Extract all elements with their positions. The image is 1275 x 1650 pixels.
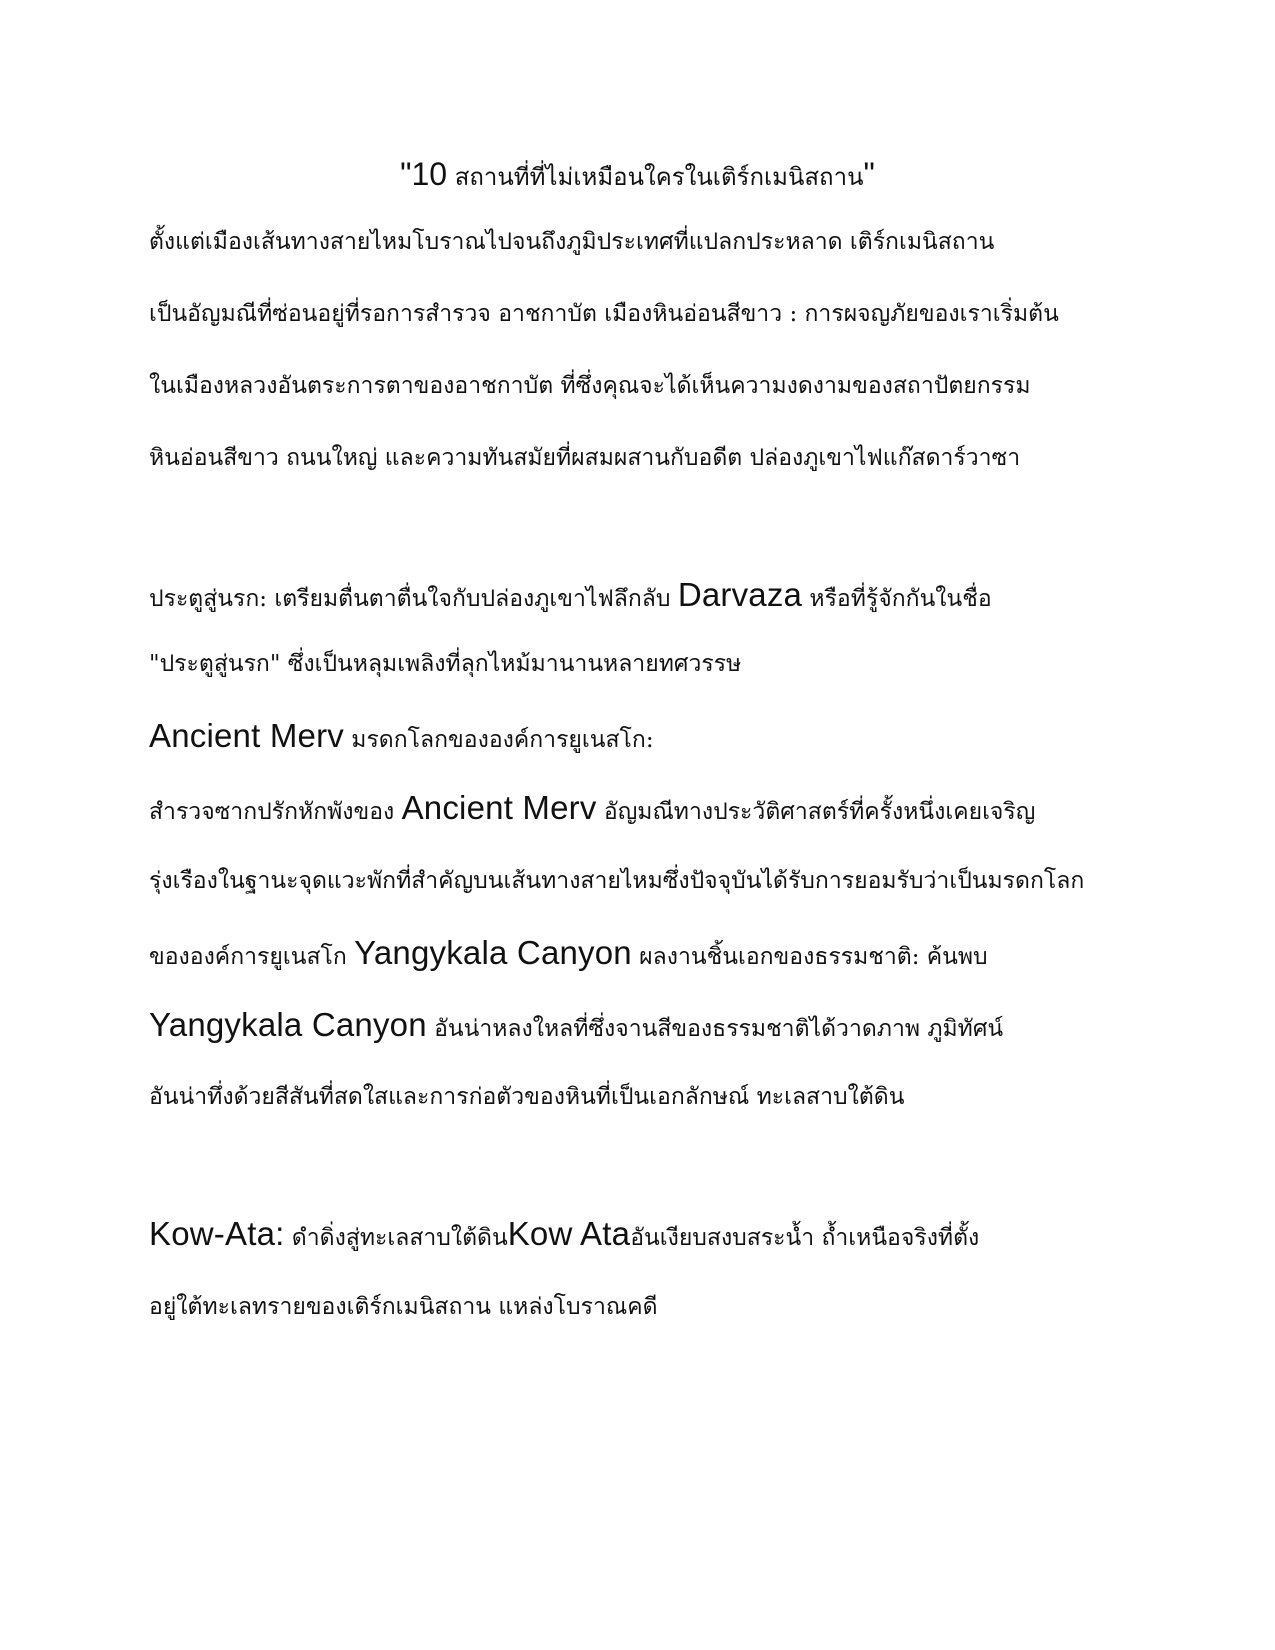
- darvaza-line-1: [149, 575, 992, 619]
- intro-line-3: ในเมืองหลวงอันตระการตาของอาชกาบัต ที่ซึ่งคุณจะได้เห็นความงดงามของสถาปัตยกรรม: [149, 373, 1031, 399]
- merv-line-2: รุ่งเรืองในฐานะจุดแวะพักที่สำคัญบนเส้นทางสายไหมซึ่งปัจจุบันได้รับการยอมรับว่าเป็นมรดกโลก: [149, 868, 1085, 894]
- kowata-text-b: ดำดิ่งสู่ทะเลสาบใต้ดิน: [284, 1225, 508, 1251]
- yangykala-text-b: อันน่าหลงใหลที่ซึ่งจานสีของธรรมชาติได้วาดภาพ ภูมิทัศน์: [426, 1016, 1004, 1042]
- kowata-line-1: [149, 1214, 979, 1258]
- document-title: [0, 150, 1275, 201]
- merv-line-3-text-a: ขององค์การยูเนสโก: [149, 944, 355, 970]
- intro-line-2: เป็นอัญมณีที่ซ่อนอยู่ที่รอการสำรวจ อาชกาบัต เมืองหินอ่อนสีขาว : การผจญภัยของเราเริ่มต้น: [149, 301, 1059, 327]
- intro-line-4: หินอ่อนสีขาว ถนนใหญ่ และความทันสมัยที่ผสมผสานกับอดีต ปล่องภูเขาไฟแก๊สดาร์วาซา: [149, 445, 1021, 471]
- yangykala-line-1: [149, 1005, 1003, 1049]
- kowata-name: Kow Ata: [507, 1215, 631, 1252]
- merv-heading-text: มรดกโลกขององค์การยูเนสโก:: [343, 727, 654, 753]
- title-text: สถานที่ที่ไม่เหมือนใครในเติร์กเมนิสถาน: [447, 163, 864, 191]
- yangykala-line-2: อันน่าทึ่งด้วยสีสันที่สดใสและการก่อตัวของหินที่เป็นเอกลักษณ์ ทะเลสาบใต้ดิน: [149, 1084, 905, 1110]
- merv-text-c: อัญมณีทางประวัติศาสตร์ที่ครั้งหนึ่งเคยเจริญ: [596, 799, 1036, 825]
- title-prefix: "10: [400, 156, 448, 192]
- title-suffix: ": [863, 156, 875, 192]
- merv-heading-name: Ancient Merv: [149, 717, 344, 754]
- yangykala-name: Yangykala Canyon: [149, 1006, 427, 1043]
- darvaza-line-2: "ประตูสู่นรก" ซึ่งเป็นหลุมเพลิงที่ลุกไหม้มานานหลายทศวรรษ: [149, 651, 742, 677]
- darvaza-text-c: หรือที่รู้จักกันในชื่อ: [802, 586, 992, 612]
- merv-line-3-text-c: ผลงานชิ้นเอกของธรรมชาติ: ค้นพบ: [631, 944, 988, 970]
- merv-line-3: [149, 933, 988, 977]
- darvaza-text-a: ประตูสู่นรก: เตรียมตื่นตาตื่นใจกับปล่องภูเขาไฟลึกลับ: [149, 586, 678, 612]
- merv-name: Ancient Merv: [401, 789, 597, 826]
- kowata-text-d: อันเงียบสงบสระน้ำ ถ้ำเหนือจริงที่ตั้ง: [630, 1225, 980, 1251]
- merv-heading: [149, 716, 654, 760]
- merv-text-a: สำรวจซากปรักหักพังของ: [149, 799, 402, 825]
- kowata-heading-name: Kow-Ata:: [149, 1215, 285, 1252]
- yangykala-heading-name: Yangykala Canyon: [354, 934, 632, 971]
- darvaza-name: Darvaza: [677, 576, 803, 613]
- kowata-line-2: อยู่ใต้ทะเลทรายของเติร์กเมนิสถาน แหล่งโบราณคดี: [149, 1294, 658, 1320]
- merv-line-1: [149, 788, 1035, 832]
- intro-line-1: ตั้งแต่เมืองเส้นทางสายไหมโบราณไปจนถึงภูมิประเทศที่แปลกประหลาด เติร์กเมนิสถาน: [149, 229, 995, 255]
